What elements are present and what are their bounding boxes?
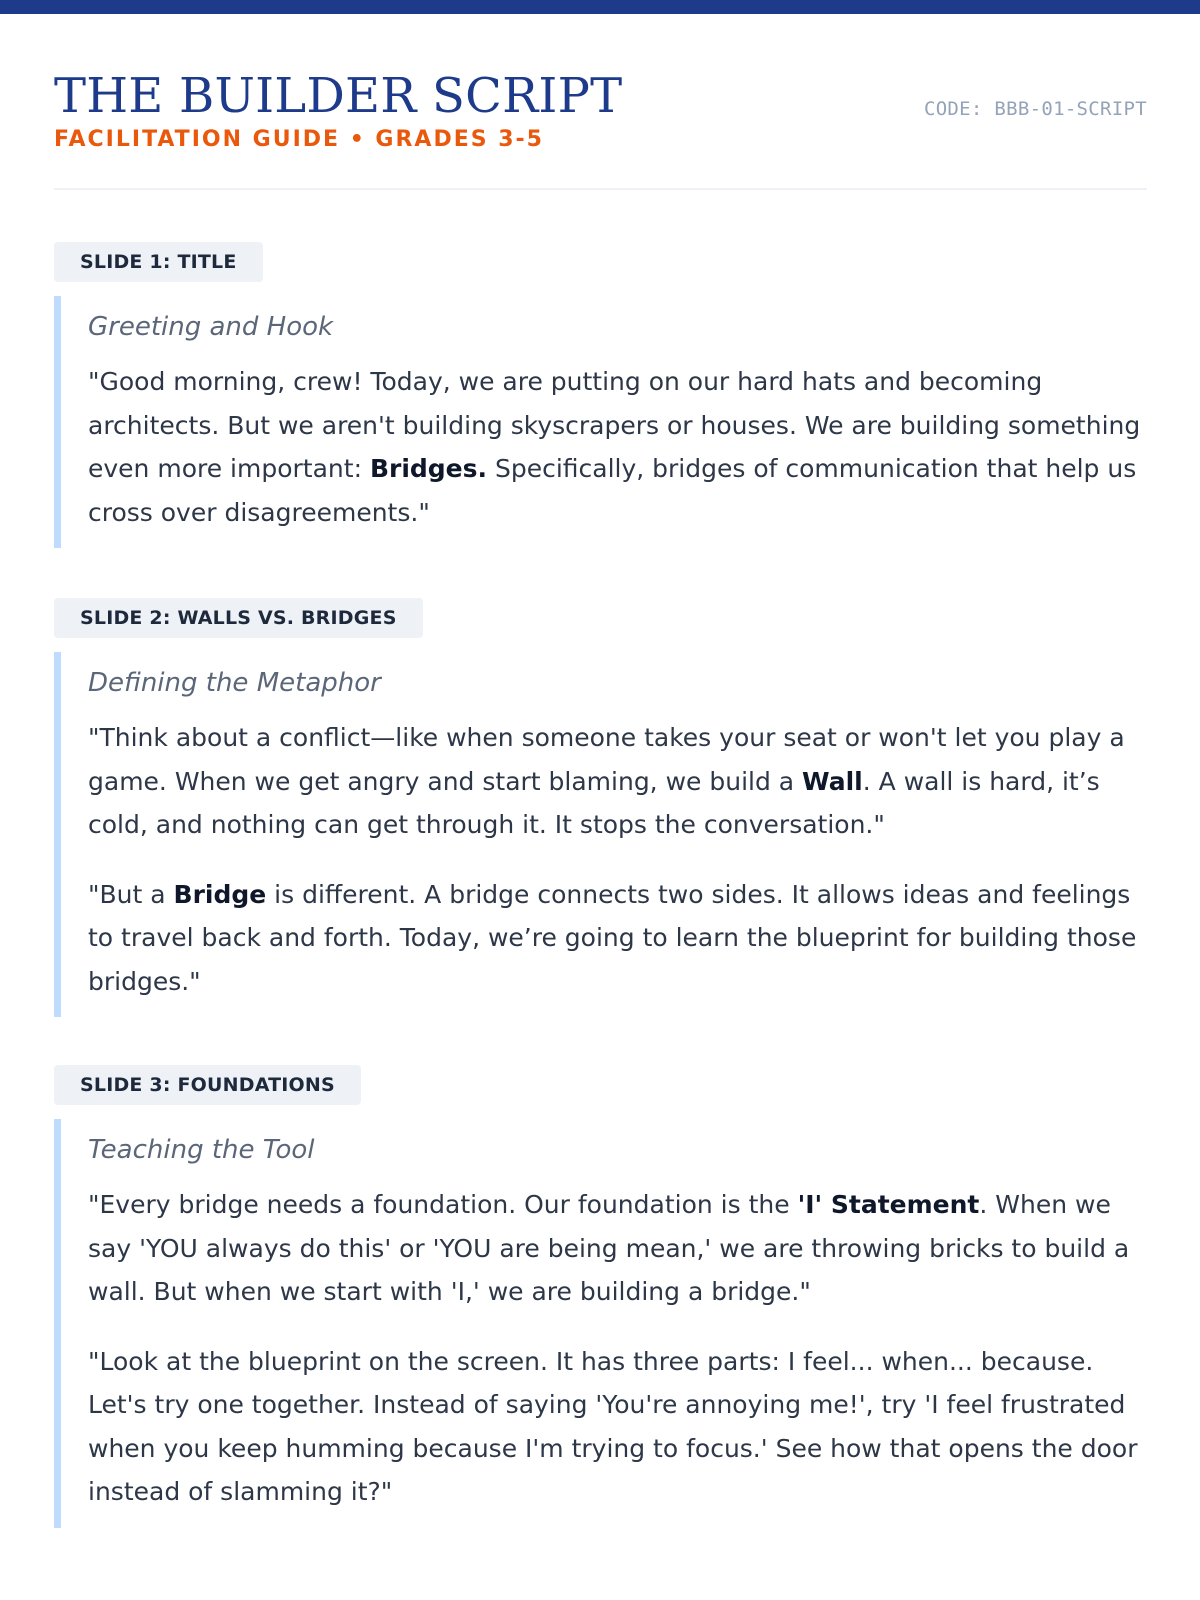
slide-section-1 [54,242,1147,548]
document-code: CODE: BBB-01-SCRIPT [923,98,1147,120]
text-run: "Good morning, crew! Today, we are putting on our hard hats and becoming architects. But we aren't building skyscrapers or houses. We are building something even more important: [88,367,1141,483]
slide-script-block [54,1119,1147,1528]
top-accent-bar [0,0,1200,14]
document-header [54,68,1147,154]
emphasis-term: Wall [802,766,863,796]
text-run: . When we say 'YOU always do this' or 'YOU are being mean,' we are throwing bricks to build a wall. But when we start with 'I,' we are building a bridge." [88,1190,1130,1306]
slide-label: SLIDE 2: WALLS VS. BRIDGES [54,598,423,638]
script-paragraph [88,873,1147,1004]
text-run: "Think about a conflict—like when someone takes your seat or won't let you play a game. When we get angry and start blaming, we build a [88,723,1125,796]
text-run: "Look at the blueprint on the screen. It has three parts: I feel... when... because. Let's try one together. Instead of saying 'You're annoying me!', try 'I feel frustrated when you keep humming because I'm trying to focus.' See how that opens the door instead of slamming it?" [88,1346,1138,1506]
header-divider [54,188,1147,190]
slide-label: SLIDE 1: TITLE [54,242,263,282]
emphasis-term: 'I' Statement [797,1190,980,1219]
slide-label: SLIDE 3: FOUNDATIONS [54,1065,361,1105]
page-subtitle: FACILITATION GUIDE • GRADES 3-5 [54,127,544,152]
slide-script-block [54,296,1147,548]
slide-heading: Teaching the Tool [88,1135,315,1165]
emphasis-term: Bridge [173,879,267,909]
slide-section-2 [54,598,1147,1017]
slide-heading: Defining the Metaphor [88,668,381,698]
text-run: Specifically, bridges of communication that help us cross over disagreements." [88,454,1137,527]
slide-section-3 [54,1065,1147,1528]
page-title: THE BUILDER SCRIPT [54,68,623,124]
text-run: "Every bridge needs a foundation. Our foundation is the [88,1190,798,1219]
emphasis-term: Bridges. [369,454,488,483]
slide-heading: Greeting and Hook [88,312,334,342]
script-paragraph [88,1183,1147,1314]
script-paragraph [88,1340,1147,1514]
slide-script-block [54,652,1147,1017]
text-run: is different. A bridge connects two sides. It allows ideas and feelings to travel back and forth. Today, we’re going to learn the blueprint for building those bridges." [88,879,1137,996]
text-run: . A wall is hard, it’s cold, and nothing can get through it. It stops the conversation." [88,766,1100,839]
script-paragraph [88,716,1147,847]
script-paragraph [88,360,1147,534]
text-run: "But a [88,879,174,909]
